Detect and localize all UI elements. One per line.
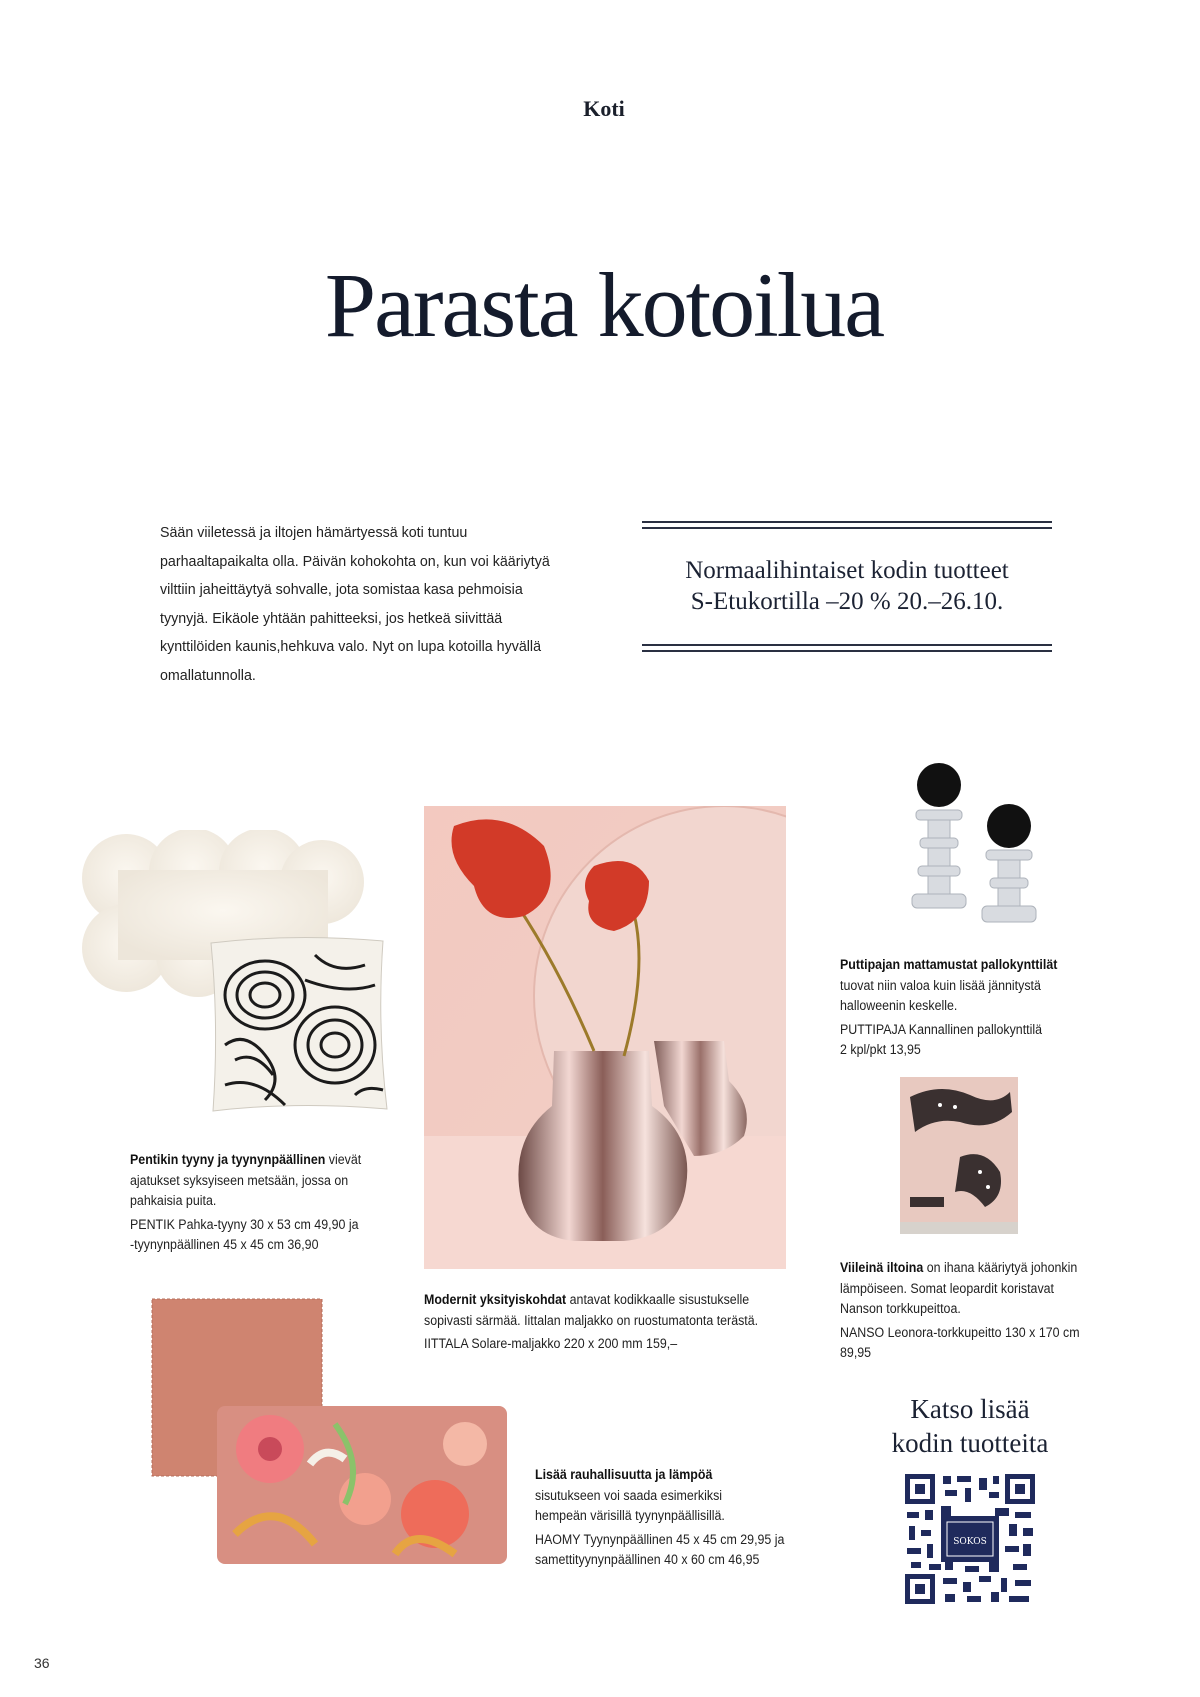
caption-text: ajatukset syksyiseen metsään, jossa on [130, 1172, 349, 1188]
caption-price: PENTIK Pahka-tyyny 30 x 53 cm 49,90 ja [130, 1216, 359, 1232]
caption-text: antavat kodikkaalle sisustukselle [566, 1292, 750, 1307]
caption-text: pahkaisia puita. [130, 1193, 217, 1208]
promo-rule-top-inner [642, 527, 1052, 529]
floral-velvet-cushion-image [215, 1404, 510, 1566]
caption-text: sisutukseen voi saada esimerkiksi [535, 1487, 723, 1503]
caption-price: -tyynynpäällinen 45 x 45 cm 36,90 [130, 1237, 319, 1252]
see-more-line-2: kodin tuotteita [891, 1428, 1049, 1458]
haomy-caption [535, 1465, 811, 1574]
intro-line: paikalta olla. Päivän kohokohta on, kun voi kääriytyä vilttiin ja [160, 552, 550, 598]
caption-text: sopivasti särmää. Iittalan maljakko on ruostumatonta terästä. [424, 1312, 759, 1328]
qr-code[interactable] [905, 1474, 1035, 1604]
promo-line-1: Normaalihintaiset kodin tuotteet [685, 557, 1009, 584]
caption-price: 89,95 [840, 1345, 872, 1360]
promo-rule-bottom-inner [642, 644, 1052, 646]
intro-line: hehkuva valo. Nyt on lupa kotoilla hyvällä omallatunnolla. [160, 638, 542, 684]
caption-price: PUTTIPAJA Kannallinen pallokynttilä [840, 1021, 1043, 1037]
nanso-caption [840, 1258, 1107, 1367]
caption-bold: Puttipajan mattamustat pallokynttilät [840, 957, 1058, 972]
section-label: Koti [583, 96, 625, 121]
promo-box [642, 521, 1052, 681]
intro-line: Sään viiletessä ja iltojen hämärtyessä koti tuntuu parhaalta [160, 524, 468, 570]
caption-text: lämpöiseen. Somat leopardit koristavat [840, 1280, 1055, 1296]
iittala-vase-photo [424, 806, 786, 1269]
puttipaja-caption [840, 955, 1107, 1064]
caption-text: vievät [325, 1152, 362, 1167]
promo-text [642, 555, 1052, 617]
pahka-cushion-image [205, 935, 390, 1115]
caption-text: hempeän värisillä tyynynpäällisillä. [535, 1508, 725, 1523]
promo-rule-bottom [642, 650, 1052, 652]
caption-text: tuovat niin valoa kuin lisää jännitystä [840, 977, 1041, 993]
caption-price: HAOMY Tyynynpäällinen 45 x 45 cm 29,95 ja [535, 1531, 785, 1547]
qr-logo-text: SOKOS [953, 1537, 987, 1547]
caption-price: NANSO Leonora-torkkupeitto 130 x 170 cm [840, 1324, 1080, 1340]
caption-bold: Lisää rauhallisuutta ja lämpöä [535, 1467, 713, 1482]
page-title: Parasta kotoilua [324, 254, 884, 356]
leopard-blanket-image [900, 1077, 1018, 1237]
intro-line: ole yhtään pahitteeksi, jos hetkeä siivittää kynttilöiden kaunis, [160, 609, 503, 655]
caption-text: on ihana kääriytyä johonkin [923, 1260, 1078, 1275]
caption-bold: Pentikin tyyny ja tyynynpäällinen [130, 1152, 326, 1167]
promo-line-2: S-Etukortilla –20 % 20.–26.10. [690, 588, 1004, 615]
iittala-caption [424, 1290, 792, 1358]
pentik-caption [130, 1150, 406, 1259]
caption-price: IITTALA Solare-maljakko 220 x 200 mm 159,– [424, 1336, 678, 1351]
intro-line: heittäytyä sohvalle, jota somistaa kasa pehmoisia tyynyjä. Eikä [160, 581, 523, 627]
see-more-heading [860, 1392, 1080, 1460]
caption-text: Nanson torkkupeittoa. [840, 1301, 961, 1316]
caption-text: halloweenin keskelle. [840, 998, 958, 1013]
promo-rule-top [642, 521, 1052, 523]
see-more-line-1: Katso lisää [910, 1394, 1030, 1424]
caption-price: samettityynynpäällinen 40 x 60 cm 46,95 [535, 1552, 760, 1567]
caption-bold: Viileinä iltoina [840, 1260, 924, 1275]
caption-bold: Modernit yksityiskohdat [424, 1292, 567, 1307]
intro-paragraph [160, 519, 569, 690]
page-number: 36 [34, 1655, 50, 1671]
candle-holders-image [898, 760, 1058, 940]
caption-price: 2 kpl/pkt 13,95 [840, 1042, 921, 1057]
